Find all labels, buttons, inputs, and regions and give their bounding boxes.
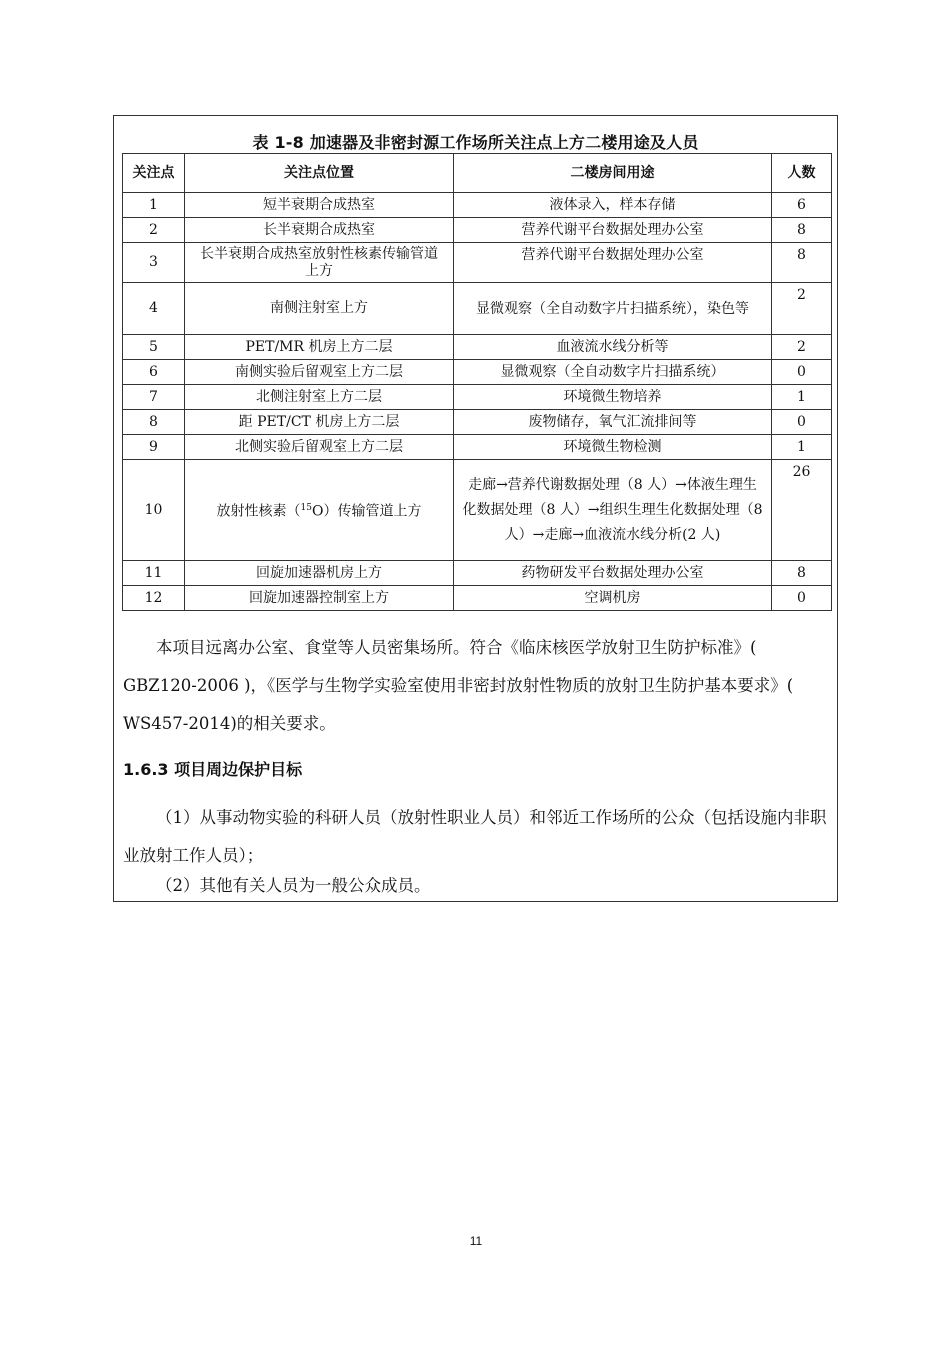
cell-use: 环境微生物检测 [454,435,772,460]
header-point: 关注点 [123,154,185,193]
cell-no: 9 [123,435,185,460]
header-use: 二楼房间用途 [454,154,772,193]
location-text-prefix: 放射性核素（ [216,503,301,520]
cell-use: 血液流水线分析等 [454,335,772,360]
table-row [123,283,832,335]
cell-no: 3 [123,243,185,283]
table-title: 表 1-8 加速器及非密封源工作场所关注点上方二楼用途及人员 [252,133,699,152]
content-frame [113,115,838,902]
protection-target-item-2: （2）其他有关人员为一般公众成员。 [156,876,431,895]
cell-location: 北侧注射室上方二层 [185,385,454,410]
cell-no: 2 [123,218,185,243]
table-row [123,360,832,385]
cell-location: 北侧实验后留观室上方二层 [185,435,454,460]
cell-no: 6 [123,360,185,385]
cell-count: 8 [772,243,832,283]
cell-location: PET/MR 机房上方二层 [185,335,454,360]
cell-use: 环境微生物培养 [454,385,772,410]
table-header-row [123,154,832,193]
cell-count: 8 [772,561,832,586]
cell-location: 回旋加速器机房上方 [185,561,454,586]
table-row [123,460,832,561]
location-text-suffix: O）传输管道上方 [311,503,422,520]
table-row [123,243,832,283]
protection-target-item-1: （1）从事动物实验的科研人员（放射性职业人员）和邻近工作场所的公众（包括设施内非职业放射工作人员）； [123,808,827,865]
cell-no: 4 [123,283,185,335]
cell-location [185,460,454,561]
cell-count: 1 [772,435,832,460]
cell-location: 距 PET/CT 机房上方二层 [185,410,454,435]
cell-no: 10 [123,460,185,561]
cell-count: 1 [772,385,832,410]
table-row [123,218,832,243]
cell-location: 南侧实验后留观室上方二层 [185,360,454,385]
cell-location: 长半衰期合成热室 [185,218,454,243]
cell-no: 1 [123,193,185,218]
cell-count: 26 [772,460,832,561]
table-row [123,561,832,586]
isotope-superscript: 15 [300,502,312,513]
cell-use: 药物研发平台数据处理办公室 [454,561,772,586]
cell-no: 7 [123,385,185,410]
cell-count: 8 [772,218,832,243]
cell-no: 12 [123,586,185,611]
cell-count: 6 [772,193,832,218]
header-location: 关注点位置 [185,154,454,193]
cell-use: 走廊→营养代谢数据处理（8 人）→体液生理生化数据处理（8 人）→组织生理生化数据处理（8 人）→走廊→血液流水线分析(2 人) [454,460,772,561]
cell-location: 回旋加速器控制室上方 [185,586,454,611]
cell-use: 空调机房 [454,586,772,611]
cell-use: 废物储存，氧气汇流排间等 [454,410,772,435]
cell-count: 0 [772,586,832,611]
cell-use: 营养代谢平台数据处理办公室 [454,243,772,283]
cell-no: 8 [123,410,185,435]
cell-count: 2 [772,335,832,360]
table-row [123,385,832,410]
cell-location: 长半衰期合成热室放射性核素传输管道上方 [185,243,454,283]
table-row [123,586,832,611]
cell-use: 营养代谢平台数据处理办公室 [454,218,772,243]
compliance-paragraph: 本项目远离办公室、食堂等人员密集场所。符合《临床核医学放射卫生防护标准》( GBZ120-2006 )，《医学与生物学实验室使用非密封放射性物质的放射卫生防护基本要求》( WS457-2014)的相关要求。 [123,638,794,733]
cell-no: 11 [123,561,185,586]
cell-use: 显微观察（全自动数字片扫描系统），染色等 [454,283,772,335]
cell-count: 0 [772,360,832,385]
cell-count: 0 [772,410,832,435]
cell-use: 液体录入，样本存储 [454,193,772,218]
cell-use: 显微观察（全自动数字片扫描系统） [454,360,772,385]
cell-location: 南侧注射室上方 [185,283,454,335]
cell-count: 2 [772,283,832,335]
page-number: 11 [469,1234,483,1248]
cell-location: 短半衰期合成热室 [185,193,454,218]
header-count: 人数 [772,154,832,193]
table-row [123,435,832,460]
cell-no: 5 [123,335,185,360]
data-table [122,153,832,611]
table-row [123,410,832,435]
table-row [123,193,832,218]
table-row [123,335,832,360]
section-heading: 1.6.3 项目周边保护目标 [123,760,303,779]
